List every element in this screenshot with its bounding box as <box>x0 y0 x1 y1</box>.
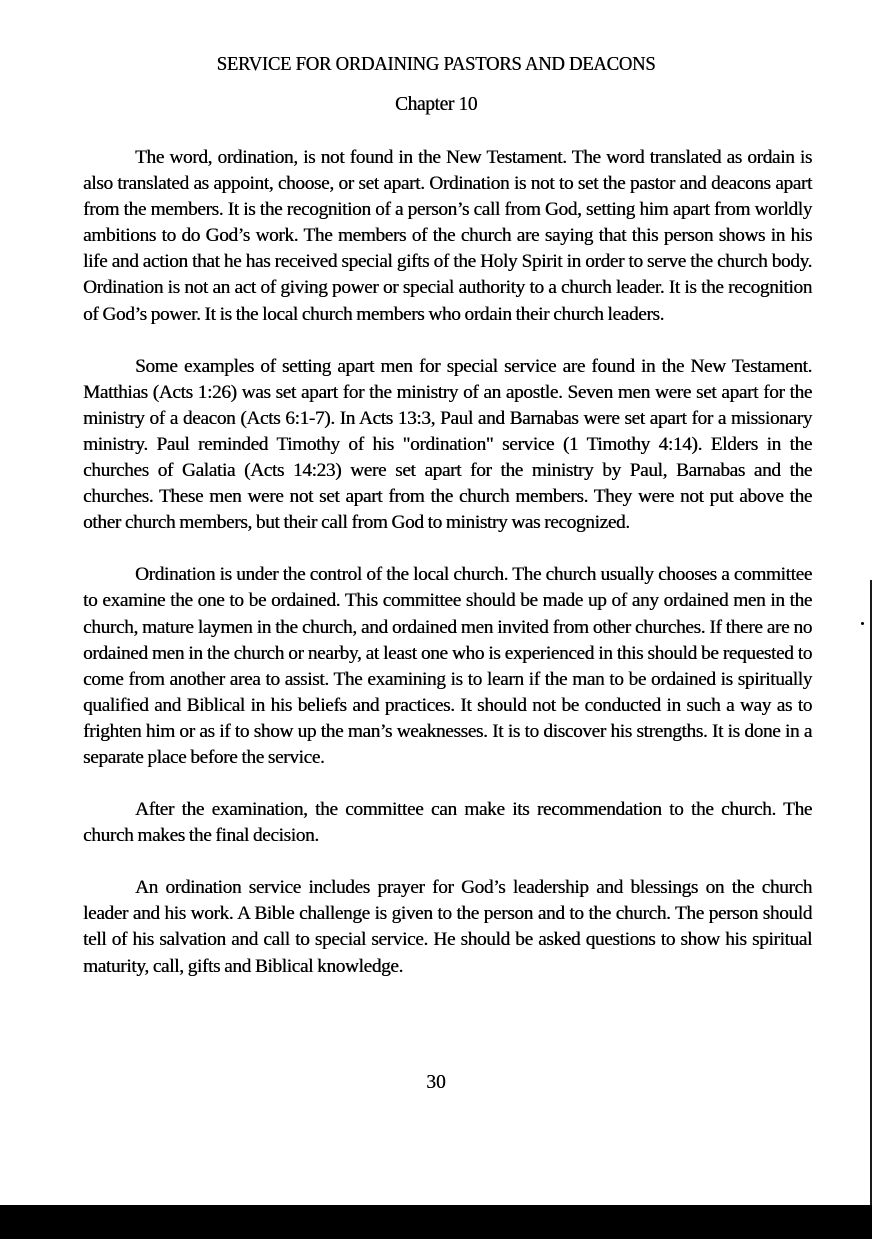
chapter-heading: Chapter 10 <box>394 94 478 115</box>
paragraph-examination-committee: Ordination is under the control of the local church. The church usually chooses a committee to examine the one to be ordained. This committee should be made up of any ordained men in the church, mature laymen in the church, and ordained men invited from other churches. If there are no ordained men in the church or nearby, at least one who is experienced in this should be requested to come from another area to assist. The examining is to learn if the man to be ordained is spiritually qualified and Biblical in his beliefs and practices. It should not be conducted in such a way as to frighten him or as if to show up the man’s weaknesses. It is to discover his strengths. It is done in a separate place before the service. <box>83 564 812 768</box>
scan-bottom-border <box>0 1205 872 1239</box>
page-title: SERVICE FOR ORDAINING PASTORS AND DEACONS <box>216 54 656 75</box>
page-number: 30 <box>426 1072 446 1093</box>
paragraph-ordination-definition: The word, ordination, is not found in the New Testament. The word translated as ordain is also translated as appoint, choose, or set apart. Ordination is not to set the pastor and deacons apart from the members. It is the recognition of a person’s call from God, setting him apart from worldly ambitions to do God’s work. The members of the church are saying that this person shows in his life and action that he has received special gifts of the Holy Spirit in order to serve the church body. Ordination is not an act of giving power or special authority to a church leader. It is the recognition of God’s power. It is the local church members who ordain their church leaders. <box>83 147 812 325</box>
scan-speck <box>861 622 864 625</box>
body-text <box>83 145 812 980</box>
paragraph-new-testament-examples: Some examples of setting apart men for special service are found in the New Testament. Matthias (Acts 1:26) was set apart for the ministry of an apostle. Seven men were set apart for the ministry of a deacon (Acts 6:1-7). In Acts 13:3, Paul and Barnabas were set apart for a missionary ministry. Paul reminded Timothy of his "ordination" service (1 Timothy 4:14). Elders in the churches of Galatia (Acts 14:23) were set apart for the ministry by Paul, Barnabas and the churches. These men were not set apart from the church members. They were not put above the other church members, but their call from God to ministry was recognized. <box>83 355 812 534</box>
paragraph-church-decision: After the examination, the committee can make its recommendation to the church. The church makes the final decision. <box>83 799 812 847</box>
paragraph-ordination-service: An ordination service includes prayer for God’s leadership and blessings on the church leader and his work. A Bible challenge is given to the person and to the church. The person should tell of his salvation and call to special service. He should be asked questions to show his spiritual maturity, call, gifts and Biblical knowledge. <box>83 877 812 977</box>
